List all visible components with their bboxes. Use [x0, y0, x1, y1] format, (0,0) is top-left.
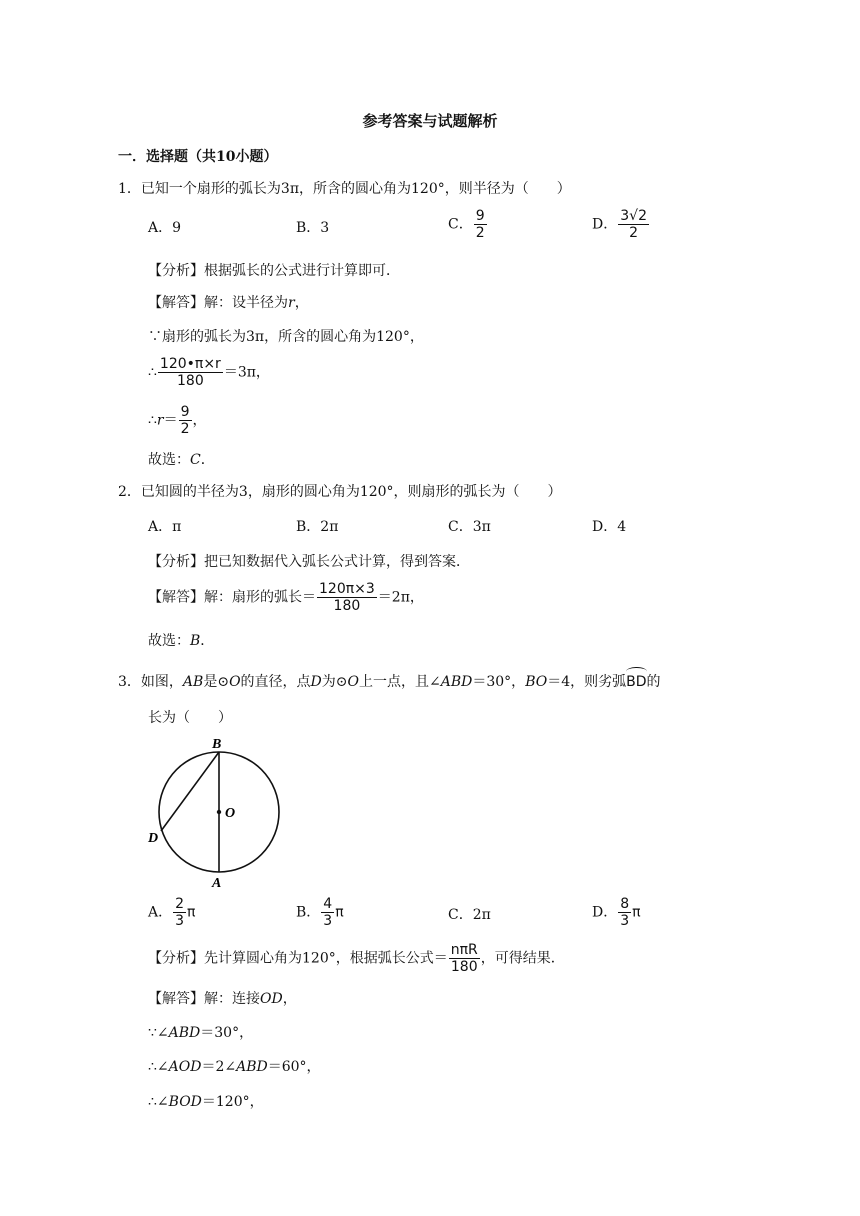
- variable: ABD: [168, 1025, 201, 1041]
- variable: AB: [182, 674, 204, 690]
- fraction: [449, 942, 480, 975]
- answer-letter: B: [190, 633, 201, 649]
- q3-solution-line-3: [148, 1058, 321, 1076]
- variable: O: [229, 674, 241, 690]
- fraction: [321, 896, 334, 929]
- q3-stem: [118, 673, 661, 691]
- text: ＝4，则劣弧: [547, 674, 627, 690]
- text: 的: [646, 674, 661, 690]
- numerator: 8: [620, 896, 630, 912]
- therefore-symbol: ∴: [148, 364, 157, 381]
- section-heading: 一．选择题（共10小题）: [118, 149, 278, 165]
- q1-solution-line-4: [148, 404, 207, 437]
- pi-symbol: π: [187, 904, 196, 921]
- q2-stem: 2．已知圆的半径为3，扇形的圆心角为120°，则扇形的弧长为（ ）: [118, 484, 562, 500]
- q1-option-a: A．9: [148, 220, 182, 236]
- text: 3．如图，: [118, 674, 183, 690]
- numerator: 4: [323, 896, 333, 912]
- q3-stem-line-2: 长为（ ）: [148, 710, 232, 726]
- denominator: 3: [323, 913, 333, 929]
- q3-option-c: C．2π: [448, 907, 491, 923]
- q1-option-c: [448, 208, 488, 241]
- label-b: B: [212, 737, 222, 752]
- fraction: [618, 896, 631, 929]
- text: ＝2∠: [201, 1059, 237, 1075]
- text: 是⊙: [203, 674, 230, 690]
- option-label: C．: [448, 216, 473, 233]
- q1-option-d: [592, 208, 650, 241]
- chord-bd: [161, 752, 219, 831]
- denominator: 180: [177, 373, 204, 389]
- text: 【解答】解：扇形的弧长＝: [148, 589, 316, 606]
- label-a: A: [212, 876, 222, 890]
- text: ＝30°，: [200, 1025, 254, 1041]
- label-d: D: [148, 831, 159, 846]
- text: 上一点，且∠: [359, 674, 441, 690]
- numerator: 120•π×r: [159, 356, 221, 372]
- q3-solution-line-4: [148, 1093, 264, 1111]
- text: 故选：: [148, 452, 190, 468]
- text: 故选：: [148, 633, 190, 649]
- text: ＝: [163, 412, 178, 429]
- q3-option-a: [148, 896, 195, 929]
- pi-symbol: π: [632, 904, 641, 921]
- numerator: 3√2: [620, 208, 647, 224]
- text: ，可得结果．: [480, 950, 565, 967]
- text: 【解答】解：连接: [148, 991, 260, 1007]
- circle-figure: [140, 735, 290, 890]
- text: ，: [282, 991, 297, 1007]
- numerator: 2: [175, 896, 185, 912]
- variable: AOD: [168, 1059, 202, 1075]
- denominator: 180: [450, 959, 478, 975]
- q2-option-b: B．2π: [296, 519, 339, 535]
- text: 为⊙: [321, 674, 348, 690]
- variable: D: [310, 674, 322, 690]
- text: ，: [294, 295, 309, 311]
- fraction: [618, 208, 649, 241]
- denominator: 3: [175, 913, 185, 929]
- q1-solution-line-3: [148, 356, 270, 389]
- text: 【解答】解：设半径为: [148, 295, 288, 311]
- variable: r: [288, 295, 295, 311]
- denominator: 2: [475, 225, 485, 241]
- q2-answer: [148, 632, 214, 650]
- numerator: 120π×3: [319, 581, 375, 597]
- text: ∵∠: [148, 1025, 169, 1041]
- text: 的直径，点: [240, 674, 311, 690]
- text: ＝60°，: [267, 1059, 321, 1075]
- q3-solution-line-2: [148, 1024, 253, 1042]
- denominator: 2: [629, 225, 639, 241]
- variable: O: [347, 674, 359, 690]
- text: ．: [200, 452, 215, 468]
- q1-analysis: 【分析】根据弧长的公式进行计算即可．: [148, 263, 400, 279]
- label-o: O: [225, 806, 236, 821]
- text: ∴∠: [148, 1059, 169, 1075]
- center-point: [217, 810, 221, 814]
- numerator: 9: [180, 404, 190, 420]
- q3-option-d: [592, 896, 641, 929]
- variable: ABD: [440, 674, 473, 690]
- q3-solution-line-1: [148, 990, 297, 1008]
- q1-stem: 1．已知一个扇形的弧长为3π，所含的圆心角为120°，则半径为（ ）: [118, 181, 571, 197]
- variable: BOD: [168, 1094, 202, 1110]
- fraction: [317, 581, 377, 614]
- variable: ABD: [236, 1059, 268, 1075]
- option-label: A．: [148, 904, 173, 921]
- text: 【分析】先计算圆心角为120°，根据弧长公式＝: [148, 950, 448, 967]
- text: ．: [200, 633, 215, 649]
- q3-option-b: [296, 896, 344, 929]
- q1-answer: [148, 451, 215, 469]
- q2-solution: [148, 581, 424, 614]
- text: ＝120°，: [201, 1094, 264, 1110]
- text: ，: [192, 412, 207, 429]
- fraction: [158, 356, 223, 389]
- denominator: 3: [620, 913, 630, 929]
- denominator: 180: [333, 598, 361, 614]
- option-label: D．: [592, 216, 618, 233]
- variable: BO: [525, 674, 548, 690]
- fraction: [173, 896, 186, 929]
- q1-option-b: B．3: [296, 220, 330, 236]
- text: ＝2π，: [377, 589, 424, 606]
- fraction: [474, 208, 487, 241]
- fraction: [179, 404, 192, 437]
- q2-option-a: A．π: [148, 519, 182, 535]
- arc-notation: BD: [626, 674, 647, 690]
- q1-solution-line-2: ∵扇形的弧长为3π，所含的圆心角为120°，: [148, 329, 424, 345]
- q2-option-d: D．4: [592, 519, 627, 535]
- variable: r: [156, 412, 164, 429]
- q3-analysis: [148, 942, 565, 975]
- q1-solution-line-1: [148, 294, 309, 312]
- q2-analysis: 【分析】把已知数据代入弧长公式计算，得到答案．: [148, 554, 470, 570]
- therefore-symbol: ∴: [148, 412, 157, 429]
- denominator: 2: [180, 421, 190, 437]
- q2-option-c: C．3π: [448, 519, 491, 535]
- option-label: D．: [592, 904, 618, 921]
- numerator: 9: [475, 208, 485, 224]
- variable: OD: [260, 991, 283, 1007]
- text: ＝30°，: [472, 674, 526, 690]
- text: ∴∠: [148, 1094, 169, 1110]
- answer-letter: C: [190, 452, 201, 468]
- page-title: 参考答案与试题解析: [362, 112, 498, 130]
- pi-symbol: π: [335, 904, 344, 921]
- numerator: nπR: [450, 942, 478, 958]
- text: ＝3π，: [223, 364, 270, 381]
- option-label: B．: [296, 904, 321, 921]
